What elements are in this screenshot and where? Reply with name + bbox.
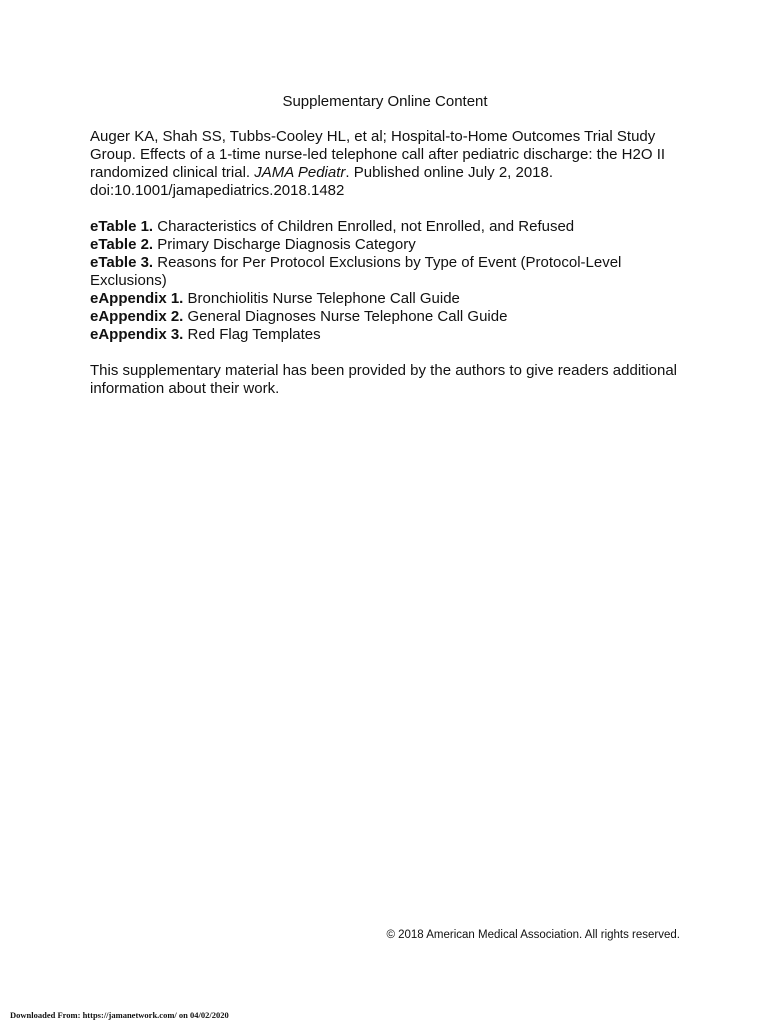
contents-item-label: eTable 3.: [90, 254, 154, 271]
contents-item-label: eAppendix 2.: [90, 308, 184, 325]
citation-journal: JAMA Pediatr: [254, 164, 346, 181]
contents-item-label: eAppendix 1.: [90, 290, 184, 307]
contents-item-eappendix-2: [90, 308, 690, 326]
contents-item-text: General Diagnoses Nurse Telephone Call Guide: [183, 308, 508, 325]
download-stamp: Downloaded From: https://jamanetwork.com/ on 04/02/2020: [10, 1010, 229, 1020]
citation-text-before: Auger KA, Shah SS, Tubbs-Cooley HL, et al; Hospital-to-Home Outcomes Trial Study Group. Effects of a 1-time nurse-led telephone call after pediatric discharge: the H2O II randomized clinical trial.: [90, 128, 666, 181]
contents-item-text: Characteristics of Children Enrolled, not Enrolled, and Refused: [153, 218, 575, 235]
contents-item-etable-2: [90, 236, 690, 254]
contents-item-text: Reasons for Per Protocol Exclusions by Type of Event (Protocol-Level Exclusions): [90, 254, 622, 289]
citation: [90, 128, 690, 200]
contents-item-text: Primary Discharge Diagnosis Category: [153, 236, 416, 253]
contents-item-label: eTable 1.: [90, 218, 154, 235]
contents-item-text: Bronchiolitis Nurse Telephone Call Guide: [183, 290, 460, 307]
contents-item-eappendix-1: [90, 290, 690, 308]
contents-item-label: eTable 2.: [90, 236, 154, 253]
contents-item-label: eAppendix 3.: [90, 326, 184, 343]
contents-item-etable-1: [90, 218, 690, 236]
copyright-footer: © 2018 American Medical Association. All rights reserved.: [386, 929, 680, 941]
contents-item-eappendix-3: [90, 326, 690, 344]
contents-list: [90, 218, 690, 344]
contents-item-text: Red Flag Templates: [183, 326, 321, 343]
supplementary-note: This supplementary material has been provided by the authors to give readers additional information about their work.: [90, 362, 678, 397]
page-title: Supplementary Online Content: [282, 93, 488, 110]
citation-text-after: . Published online July 2, 2018. doi:10.1001/jamapediatrics.2018.1482: [90, 164, 554, 199]
contents-item-etable-3: [90, 254, 690, 290]
